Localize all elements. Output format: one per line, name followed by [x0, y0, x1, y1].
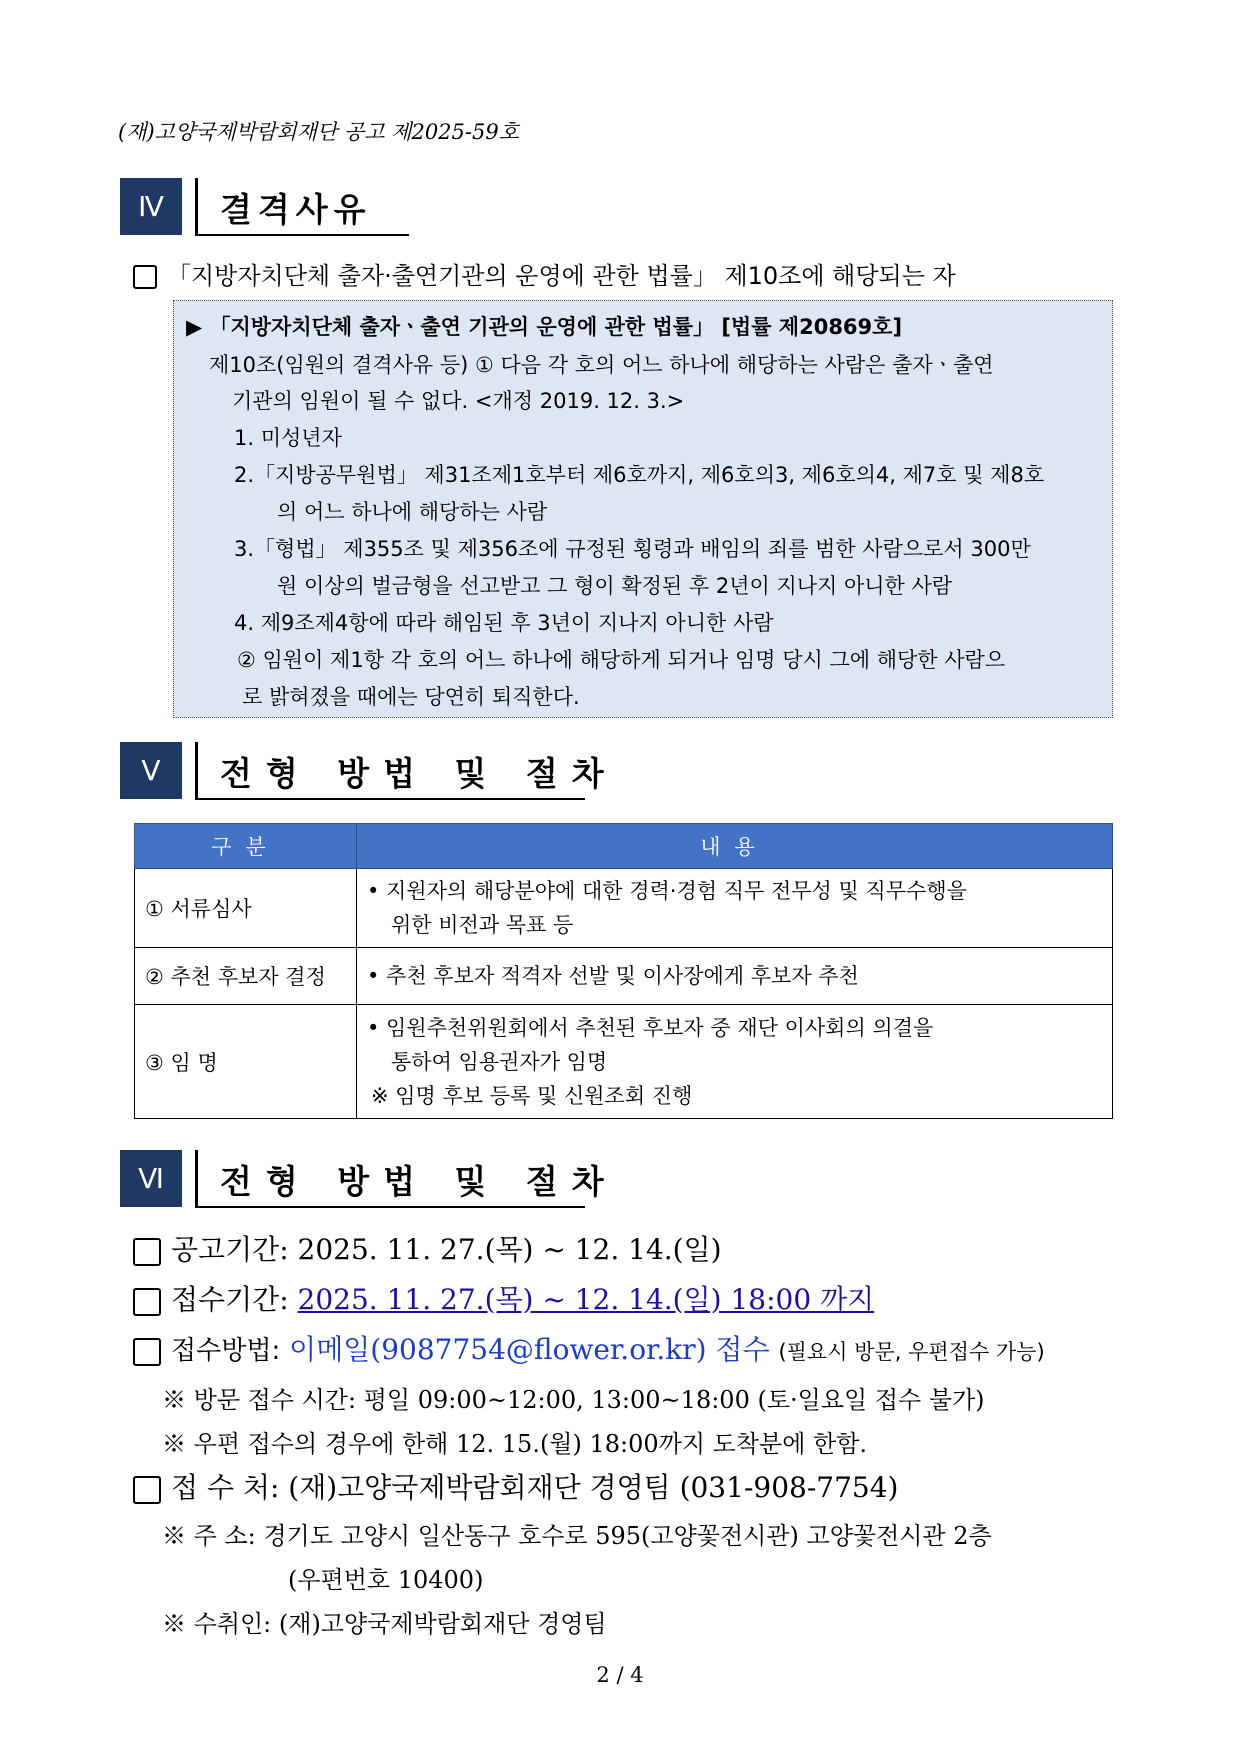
- receipt-office-value: (재)고양국제박람회재단 경영팀 (031-908-7754): [288, 1471, 899, 1504]
- table-row: [135, 948, 1113, 1005]
- section-underline: [195, 234, 409, 236]
- law-excerpt-box: [173, 300, 1113, 718]
- checkbox-icon: [133, 1288, 161, 1316]
- content-line: • 임원추천위원회에서 추천된 후보자 중 재단 이사회의 의결을: [367, 1015, 934, 1040]
- law-title: ▶ 「지방자치단체 출자ㆍ출연 기관의 운영에 관한 법률」 [법률 제20869호]: [186, 315, 903, 339]
- law-article-line: 제10조(임원의 결격사유 등) ① 다음 각 호의 어느 하나에 해당하는 사람은 출자ㆍ출연: [209, 353, 994, 377]
- section-title-5: 전형 방법 및 절차: [220, 754, 618, 793]
- law-item: 2.「지방공무원법」 제31조제1호부터 제6호까지, 제6호의3, 제6호의4, 제7호 및 제8호: [234, 463, 1045, 487]
- law-item: 4. 제9조제4항에 따라 해임된 후 3년이 지나지 아니한 사람: [234, 611, 774, 635]
- checkbox-icon: [133, 1238, 161, 1266]
- checkbox-icon: [133, 1338, 161, 1366]
- law-paragraph: ② 임원이 제1항 각 호의 어느 하나에 해당하게 되거나 임명 당시 그에 해당한 사람으: [237, 648, 1006, 672]
- address-note: ※ 주 소: 경기도 고양시 일산동구 호수로 595(고양꽃전시관) 고양꽃전시관 2층: [162, 1522, 992, 1550]
- law-item: 의 어느 하나에 해당하는 사람: [277, 500, 548, 524]
- section-divider: [195, 1150, 198, 1207]
- law-item: 3.「형법」 제355조 및 제356조에 규정된 횡령과 배임의 죄를 범한 사람으로서 300만: [234, 537, 1031, 561]
- content-line: • 지원자의 해당분야에 대한 경력·경험 직무 전무성 및 직무수행을: [367, 879, 967, 903]
- section-underline: [195, 1206, 585, 1208]
- content-line: 통하여 임용권자가 임명: [391, 1049, 608, 1074]
- checkbox-icon: [133, 265, 157, 289]
- postal-code-note: (우편번호 10400): [288, 1566, 484, 1594]
- disqualification-item: [133, 256, 956, 291]
- table-header-category: 구분: [135, 824, 357, 869]
- procedure-table: [134, 823, 1113, 1119]
- visit-hours-note: ※ 방문 접수 시간: 평일 09:00~12:00, 13:00~18:00 (토·일요일 접수 불가): [162, 1386, 985, 1414]
- step-cell: ③ 임 명: [135, 1005, 357, 1119]
- table-row: [135, 1005, 1113, 1119]
- table-row: [135, 869, 1113, 948]
- receipt-method-label: 접수방법:: [171, 1336, 281, 1366]
- section-title-6: 전형 방법 및 절차: [220, 1162, 618, 1201]
- page-number: 2 / 4: [596, 1663, 644, 1687]
- receipt-period-label: 접수기간:: [171, 1283, 289, 1316]
- receipt-period-row: [133, 1278, 874, 1318]
- recipient-note: ※ 수취인: (재)고양국제박람회재단 경영팀: [162, 1610, 607, 1638]
- law-article-line: 기관의 임원이 될 수 없다. <개정 2019. 12. 3.>: [232, 389, 685, 413]
- step-cell: ① 서류심사: [135, 869, 357, 948]
- section-divider: [195, 742, 198, 799]
- receipt-method-row: [133, 1328, 1045, 1368]
- section-divider: [195, 178, 198, 235]
- law-item: 1. 미성년자: [234, 426, 342, 450]
- receipt-office-label: 접 수 처:: [171, 1471, 280, 1504]
- mail-deadline-note: ※ 우편 접수의 경우에 한해 12. 15.(월) 18:00까지 도착분에 한함.: [162, 1430, 868, 1458]
- step-cell: ② 추천 후보자 결정: [135, 948, 357, 1005]
- receipt-method-note: (필요시 방문, 우편접수 가능): [778, 1340, 1045, 1364]
- section-badge-6: Ⅵ: [120, 1150, 182, 1207]
- checkbox-icon: [133, 1476, 161, 1504]
- notice-period-value: 2025. 11. 27.(목) ~ 12. 14.(일): [297, 1233, 722, 1266]
- law-paragraph: 로 밝혀졌을 때에는 당연히 퇴직한다.: [242, 685, 580, 709]
- content-line: ※ 임명 후보 등록 및 신원조회 진행: [371, 1083, 693, 1108]
- section-badge-5: Ⅴ: [120, 742, 182, 799]
- receipt-office-row: [133, 1466, 899, 1506]
- disqualification-text: 「지방자치단체 출자·출연기관의 운영에 관한 법률」 제10조에 해당되는 자: [167, 262, 956, 290]
- content-cell: [357, 1005, 1113, 1119]
- receipt-period-link[interactable]: 2025. 11. 27.(목) ~ 12. 14.(일) 18:00 까지: [297, 1283, 875, 1316]
- section-badge-4: Ⅳ: [120, 178, 182, 235]
- receipt-method-email[interactable]: 이메일(9087754@flower.or.kr) 접수: [289, 1333, 770, 1366]
- notice-period-row: [133, 1228, 722, 1268]
- section-underline: [195, 798, 585, 800]
- table-header-content: 내용: [357, 824, 1113, 869]
- section-title-4: 결격사유: [220, 190, 372, 229]
- content-cell: [357, 869, 1113, 948]
- content-line: 위한 비전과 목표 등: [391, 913, 574, 937]
- content-line: • 추천 후보자 적격자 선발 및 이사장에게 후보자 추천: [367, 964, 859, 988]
- law-item: 원 이상의 벌금형을 선고받고 그 형이 확정된 후 2년이 지나지 아니한 사람: [277, 574, 953, 598]
- content-cell: [357, 948, 1113, 1005]
- notice-period-label: 공고기간:: [171, 1233, 289, 1266]
- notice-number: (재)고양국제박람회재단 공고 제2025-59호: [118, 120, 519, 144]
